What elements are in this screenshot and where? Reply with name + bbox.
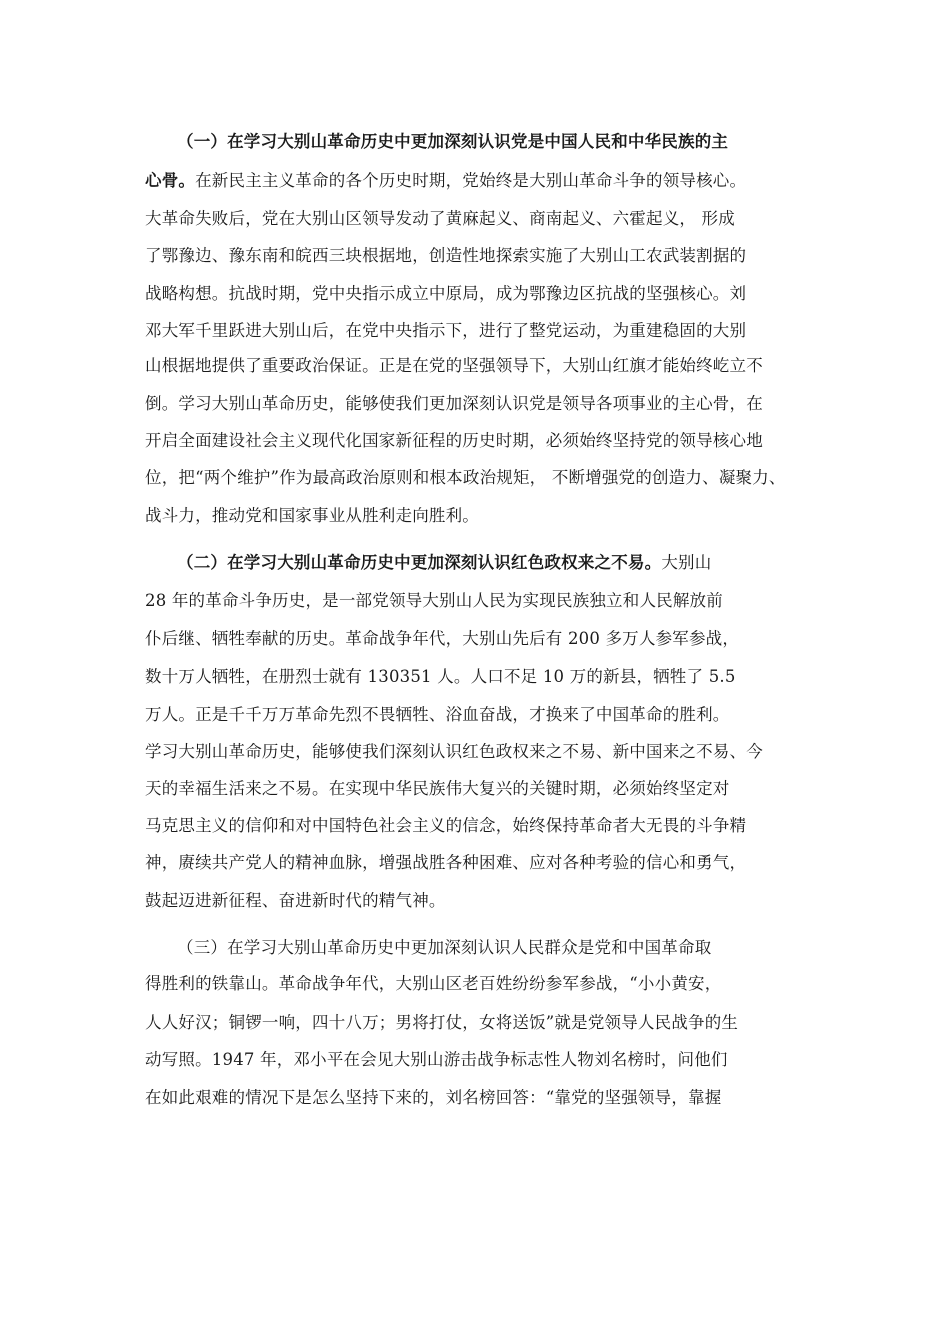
line-text: 开启全面建设社会主义现代化国家新征程的历史时期，必须始终坚持党的领导核心地: [145, 431, 763, 450]
line-text: 学习大别山革命历史，能够使我们深刻认识红色政权来之不易、新中国来之不易、今: [145, 742, 763, 761]
text-line: [145, 741, 763, 763]
text-line: [145, 170, 746, 192]
text-line: [145, 430, 763, 452]
line-text: 天的幸福生活来之不易。在实现中华民族伟大复兴的关键时期，必须始终坚定对: [145, 779, 730, 798]
line-text: 在新民主主义革命的各个历史时期，党始终是大别山革命斗争的领导核心。: [195, 171, 747, 190]
line-text: 28 年的革命斗争历史，是一部党领导大别山人民为实现民族独立和人民解放前: [145, 591, 723, 610]
text-line: [177, 131, 728, 153]
line-text: 人人好汉；铜锣一响，四十八万；男将打仗，女将送饭”就是党领导人民战争的生: [145, 1013, 739, 1032]
line-text: 战略构想。抗战时期，党中央指示成立中原局，成为鄂豫边区抗战的坚强核心。刘: [145, 284, 747, 303]
text-line: [145, 778, 730, 800]
text-line: [145, 505, 479, 527]
text-line: [145, 283, 746, 305]
line-text: 得胜利的铁靠山。革命战争年代，大别山区老百姓纷纷参军参战，“小小黄安，: [145, 974, 722, 993]
line-text: 神，赓续共产党人的精神血脉，增强战胜各种困难、应对各种考验的信心和勇气，: [145, 853, 747, 872]
text-line: [145, 704, 730, 726]
bold-heading-text: 心骨。: [145, 171, 196, 190]
text-line: [145, 890, 446, 912]
text-line: [145, 1012, 738, 1034]
text-line: [145, 320, 746, 342]
text-line: [145, 1049, 728, 1071]
line-text: 倒。学习大别山革命历史，能够使我们更加深刻认识党是领导各项事业的主心骨，在: [145, 394, 763, 413]
text-line: [145, 590, 723, 612]
text-line: [145, 852, 746, 874]
text-line: [145, 467, 786, 489]
line-text: 大革命失败后，党在大别山区领导发动了黄麻起义、商南起义、六霍起义， 形成: [145, 209, 735, 228]
text-line: [145, 245, 746, 267]
line-text: 万人。正是千千万万革命先烈不畏牺牲、浴血奋战，才换来了中国革命的胜利。: [145, 705, 730, 724]
line-text: 位，把“两个维护”作为最高政治原则和根本政治规矩， 不断增强党的创造力、凝聚力、: [145, 468, 786, 487]
line-text: 数十万人牺牲，在册烈士就有 130351 人。人口不足 10 万的新县，牺牲了 5.5: [145, 667, 736, 686]
line-text: 鼓起迈进新征程、奋进新时代的精气神。: [145, 891, 446, 910]
bold-heading-text: （一）在学习大别山革命历史中更加深刻认识党是中国人民和中华民族的主: [177, 132, 729, 151]
text-line: [145, 355, 763, 377]
text-line: [145, 973, 721, 995]
text-line: [145, 666, 736, 688]
line-text: 了鄂豫边、豫东南和皖西三块根据地，创造性地探索实施了大别山工农武装割据的: [145, 246, 747, 265]
text-line: [145, 628, 739, 650]
line-text: 大别山: [661, 553, 712, 572]
bold-heading-text: （二）在学习大别山革命历史中更加深刻认识红色政权来之不易。: [177, 553, 662, 572]
line-text: 动写照。1947 年，邓小平在会见大别山游击战争标志性人物刘名榜时，问他们: [145, 1050, 728, 1069]
text-line: [145, 208, 735, 230]
line-text: 马克思主义的信仰和对中国特色社会主义的信念，始终保持革命者大无畏的斗争精: [145, 816, 747, 835]
line-text: 战斗力，推动党和国家事业从胜利走向胜利。: [145, 506, 479, 525]
text-line: [145, 815, 746, 837]
line-text: 邓大军千里跃进大别山后，在党中央指示下，进行了整党运动，为重建稳固的大别: [145, 321, 747, 340]
text-line: [145, 393, 763, 415]
text-line: [145, 1087, 721, 1109]
line-text: 在如此艰难的情况下是怎么坚持下来的，刘名榜回答：“靠党的坚强领导，靠握: [145, 1088, 722, 1107]
text-line: [177, 937, 711, 959]
text-line: [177, 552, 711, 574]
line-text: 山根据地提供了重要政治保证。正是在党的坚强领导下，大别山红旗才能始终屹立不: [145, 356, 763, 375]
line-text: （三）在学习大别山革命历史中更加深刻认识人民群众是党和中国革命取: [177, 938, 712, 957]
line-text: 仆后继、牺牲奉献的历史。革命战争年代，大别山先后有 200 多万人参军参战，: [145, 629, 740, 648]
